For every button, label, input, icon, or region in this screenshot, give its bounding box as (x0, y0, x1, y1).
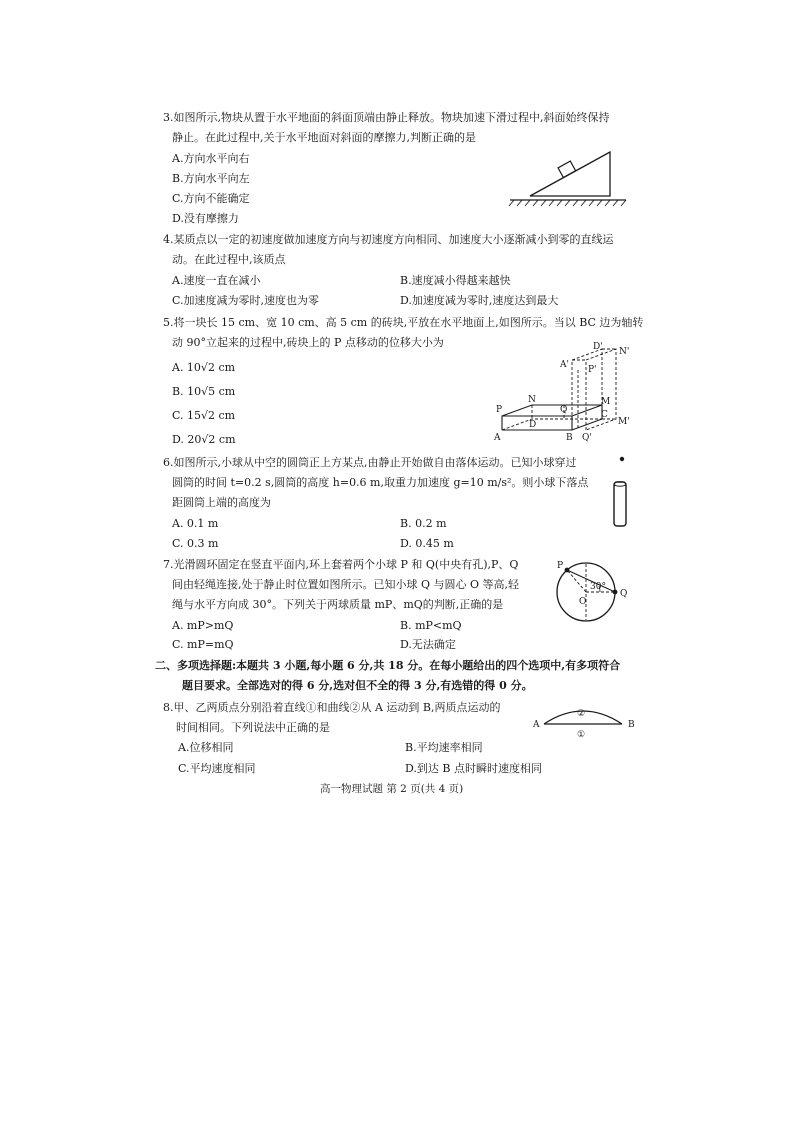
q6-stem-line2: 圆筒的时间 t=0.2 s,圆筒的高度 h=0.6 m,取重力加速度 g=10 m/s²。则小球下落点 (172, 476, 589, 489)
q5-option-a: A. 10√2 cm (172, 361, 236, 374)
q5-stem-line1: 5.将一块长 15 cm、宽 10 cm、高 5 cm 的砖块,平放在水平地面上,如图所示。当以 BC 边为轴转 (163, 316, 644, 329)
q7-option-c: C. mP=mQ (172, 638, 234, 651)
q4-stem-line1: 4.某质点以一定的初速度做加速度方向与初速度方向相同、加速度大小逐渐减小到零的直线运 (163, 233, 614, 246)
q5-label-P-prime: P' (588, 365, 597, 375)
q5-label-M-prime: M' (618, 417, 630, 427)
q4-stem-line2: 动。在此过程中,该质点 (172, 253, 286, 266)
q6-stem-line3: 距圆筒上端的高度为 (172, 496, 271, 509)
q7-stem-line1: 7.光滑圆环固定在竖直平面内,环上套着两个小球 P 和 Q(中央有孔),P、Q (163, 558, 519, 571)
q6-option-c: C. 0.3 m (172, 537, 219, 550)
q5-brick-figure (492, 340, 634, 444)
q6-stem-line1: 6.如图所示,小球从中空的圆筒正上方某点,由静止开始做自由落体运动。已知小球穿过 (163, 456, 577, 469)
q6-option-a: A. 0.1 m (172, 517, 219, 530)
section2-header-line1: 二、多项选择题:本题共 3 小题,每小题 6 分,共 18 分。在每小题给出的四个选项中,有多项符合 (155, 659, 621, 672)
q8-path-figure (530, 702, 638, 742)
q5-label-A: A (494, 433, 501, 443)
q3-option-b: B.方向水平向左 (172, 172, 250, 185)
q4-option-a: A.速度一直在减小 (172, 274, 261, 287)
q5-label-M: M (601, 397, 611, 407)
q5-label-N-prime: N' (619, 347, 630, 357)
q8-stem-line2: 时间相同。下列说法中正确的是 (176, 721, 330, 734)
q7-stem-line2: 间由轻绳连接,处于静止时位置如图所示。已知小球 Q 与圆心 O 等高,轻 (172, 578, 520, 591)
q6-option-b: B. 0.2 m (400, 517, 447, 530)
q8-option-a: A.位移相同 (178, 741, 234, 754)
q5-label-B: B (566, 433, 573, 443)
q6-option-d: D. 0.45 m (400, 537, 454, 550)
section2-header-line2: 题目要求。全部选对的得 6 分,选对但不全的得 3 分,有选错的得 0 分。 (182, 679, 533, 692)
q3-stem-line1: 3.如图所示,物块从置于水平地面的斜面顶端由静止释放。物块加速下滑过程中,斜面始终保持 (163, 111, 610, 124)
q3-incline-figure (508, 148, 628, 210)
q6-tube-figure (608, 454, 636, 530)
q8-option-d: D.到达 B 点时瞬时速度相同 (405, 762, 542, 775)
q7-label-P: P (557, 561, 564, 571)
q5-option-b: B. 10√5 cm (172, 385, 236, 398)
q3-stem-line2: 静止。在此过程中,关于水平地面对斜面的摩擦力,判断正确的是 (172, 131, 476, 144)
q8-label-curve: ② (577, 709, 586, 719)
q5-label-Q: Q (560, 405, 568, 415)
q5-label-Q-prime: Q' (582, 433, 592, 443)
q8-label-A: A (533, 720, 540, 730)
q7-option-a: A. mP>mQ (172, 619, 234, 632)
q8-option-c: C.平均速度相同 (178, 762, 256, 775)
q7-option-b: B. mP<mQ (400, 619, 462, 632)
q8-label-line: ① (577, 730, 586, 740)
q8-stem-line1: 8.甲、乙两质点分别沿着直线①和曲线②从 A 运动到 B,两质点运动的 (163, 701, 501, 714)
q8-option-b: B.平均速率相同 (405, 741, 483, 754)
q7-label-Q: Q (620, 589, 628, 599)
q4-option-c: C.加速度减为零时,速度也为零 (172, 294, 320, 307)
q3-option-a: A.方向水平向右 (172, 152, 250, 165)
q7-label-O: O (579, 597, 587, 607)
q5-label-D-prime: D' (593, 342, 603, 352)
q3-option-c: C.方向不能确定 (172, 192, 250, 205)
q7-option-d: D.无法确定 (400, 638, 456, 651)
q5-label-D: D (529, 420, 537, 430)
q7-label-angle: 30° (590, 582, 606, 592)
q4-option-b: B.速度减小得越来越快 (400, 274, 511, 287)
q5-label-N: N (528, 395, 536, 405)
q5-stem-line2: 动 90°立起来的过程中,砖块上的 P 点移动的位移大小为 (172, 336, 444, 349)
q5-label-A-prime: A' (560, 360, 569, 370)
q5-label-P: P (496, 405, 503, 415)
q4-option-d: D.加速度减为零时,速度达到最大 (400, 294, 559, 307)
q5-option-c: C. 15√2 cm (172, 409, 236, 422)
q3-option-d: D.没有摩擦力 (172, 212, 239, 225)
q7-stem-line3: 绳与水平方向成 30°。下列关于两球质量 mP、mQ的判断,正确的是 (172, 598, 504, 611)
q8-label-B: B (628, 720, 635, 730)
q5-option-d: D. 20√2 cm (172, 433, 236, 446)
q7-ring-figure (550, 556, 640, 628)
page-footer: 高一物理试题 第 2 页(共 4 页) (320, 783, 464, 795)
q5-label-C: C (601, 410, 608, 420)
